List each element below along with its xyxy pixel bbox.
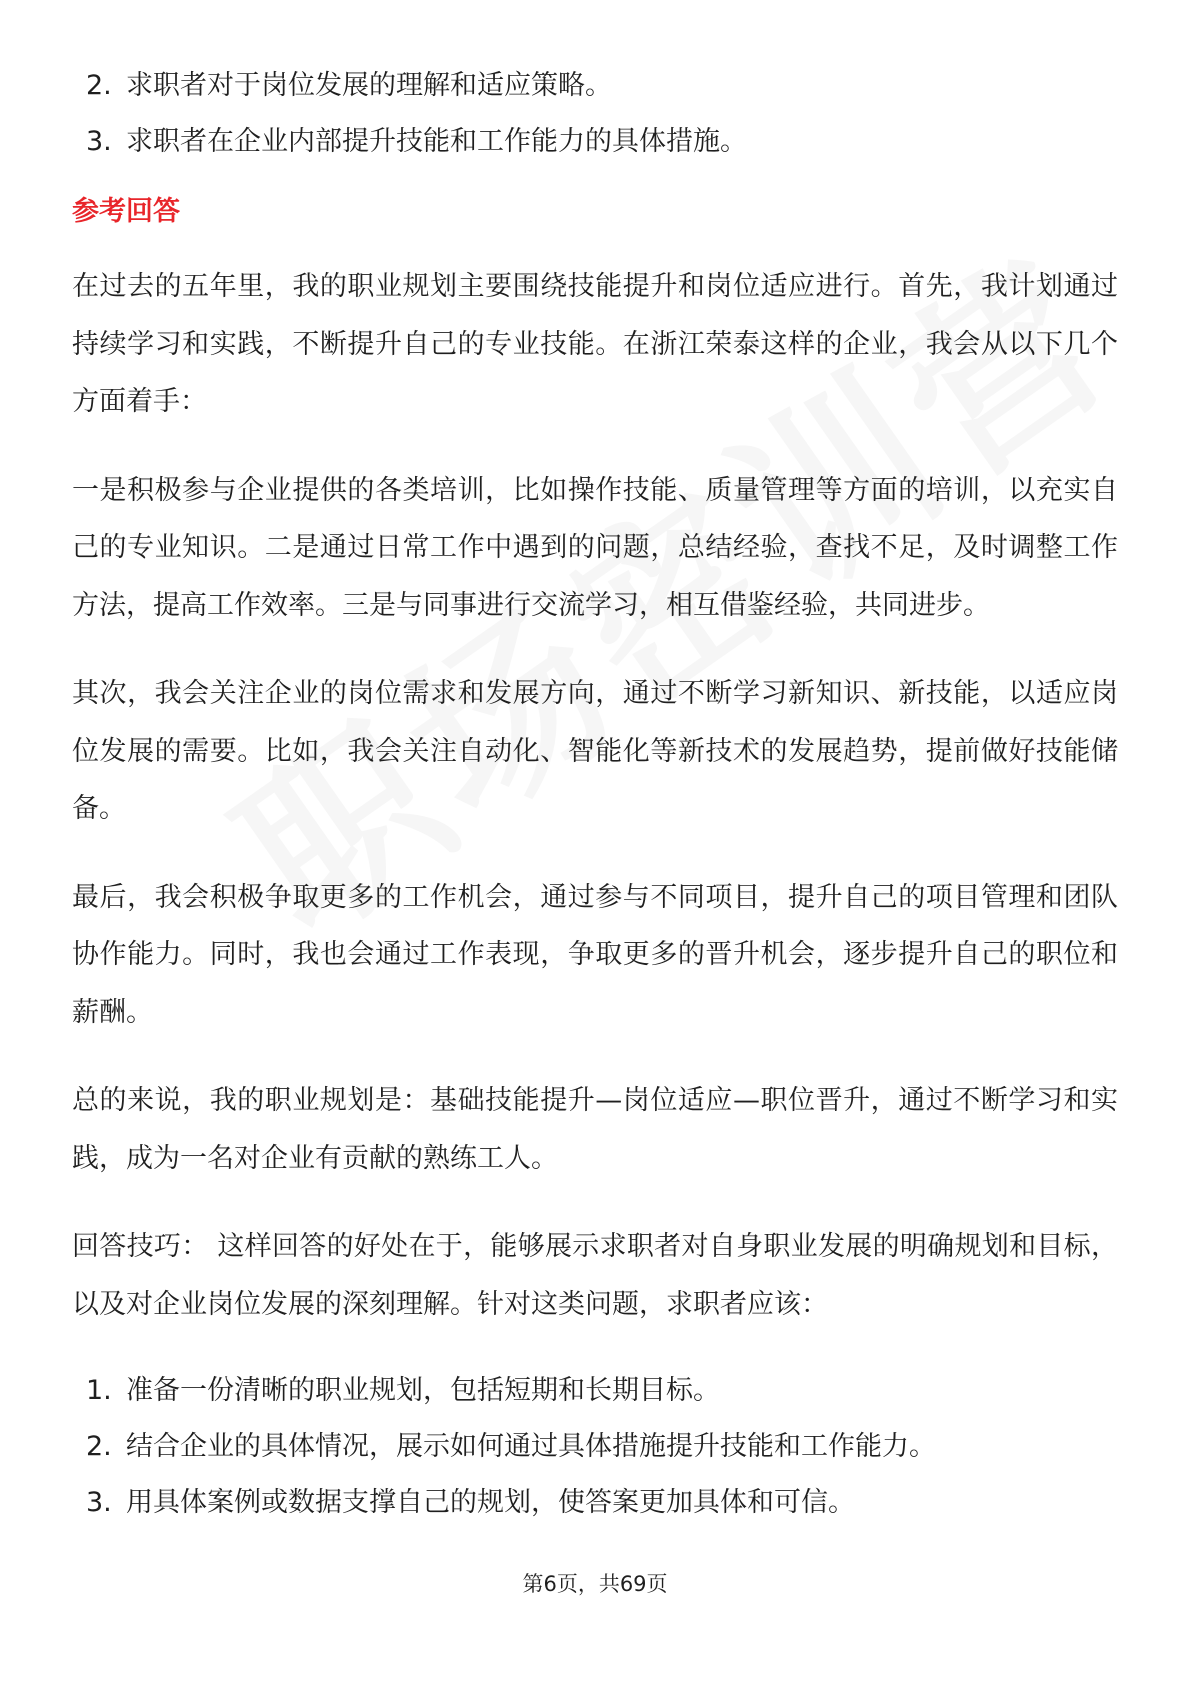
list-item-number: 1. xyxy=(86,1375,112,1406)
list-item xyxy=(72,1419,1118,1475)
list-item-text: 准备一份清晰的职业规划，包括短期和长期目标。 xyxy=(126,1375,720,1406)
list-item-number: 3. xyxy=(86,1487,112,1518)
list-item-number: 2. xyxy=(86,70,112,101)
list-item-text: 求职者在企业内部提升技能和工作能力的具体措施。 xyxy=(126,126,747,157)
answer-paragraph: 一是积极参与企业提供的各类培训，比如操作技能、质量管理等方面的培训，以充实自己的专业知识。二是通过日常工作中遇到的问题，总结经验，查找不足，及时调整工作方法，提高工作效率。三是与同事进行交流学习，相互借鉴经验，共同进步。 xyxy=(72,474,1118,621)
list-item-text: 求职者对于岗位发展的理解和适应策略。 xyxy=(126,70,612,101)
page-content xyxy=(72,58,1118,1531)
list-item xyxy=(72,1363,1118,1419)
list-item xyxy=(72,58,1118,114)
list-item-text: 结合企业的具体情况，展示如何通过具体措施提升技能和工作能力。 xyxy=(126,1431,936,1462)
tips-list xyxy=(72,1363,1118,1531)
page-footer: 第6页，共69页 xyxy=(522,1572,668,1596)
answer-paragraph: 最后，我会积极争取更多的工作机会，通过参与不同项目，提升自己的项目管理和团队协作能力。同时，我也会通过工作表现，争取更多的晋升机会，逐步提升自己的职位和薪酬。 xyxy=(72,881,1118,1028)
question-points-list xyxy=(72,58,1118,170)
list-item-number: 3. xyxy=(86,126,112,157)
answer-paragraph: 总的来说，我的职业规划是：基础技能提升—岗位适应—职位晋升，通过不断学习和实践，成为一名对企业有贡献的熟练工人。 xyxy=(72,1085,1118,1174)
section-heading: 参考回答 xyxy=(72,196,180,227)
list-item xyxy=(72,1475,1118,1531)
list-item xyxy=(72,114,1118,170)
tips-paragraph: 回答技巧： 这样回答的好处在于，能够展示求职者对自身职业发展的明确规划和目标，以及对企业岗位发展的深刻理解。针对这类问题，求职者应该： xyxy=(72,1231,1118,1320)
answer-paragraph: 在过去的五年里，我的职业规划主要围绕技能提升和岗位适应进行。首先，我计划通过持续学习和实践，不断提升自己的专业技能。在浙江荣泰这样的企业，我会从以下几个方面着手： xyxy=(72,271,1118,417)
list-item-number: 2. xyxy=(86,1431,112,1462)
answer-paragraph: 其次，我会关注企业的岗位需求和发展方向，通过不断学习新知识、新技能，以适应岗位发展的需要。比如，我会关注自动化、智能化等新技术的发展趋势，提前做好技能储备。 xyxy=(72,678,1118,824)
list-item-text: 用具体案例或数据支撑自己的规划，使答案更加具体和可信。 xyxy=(126,1487,855,1518)
